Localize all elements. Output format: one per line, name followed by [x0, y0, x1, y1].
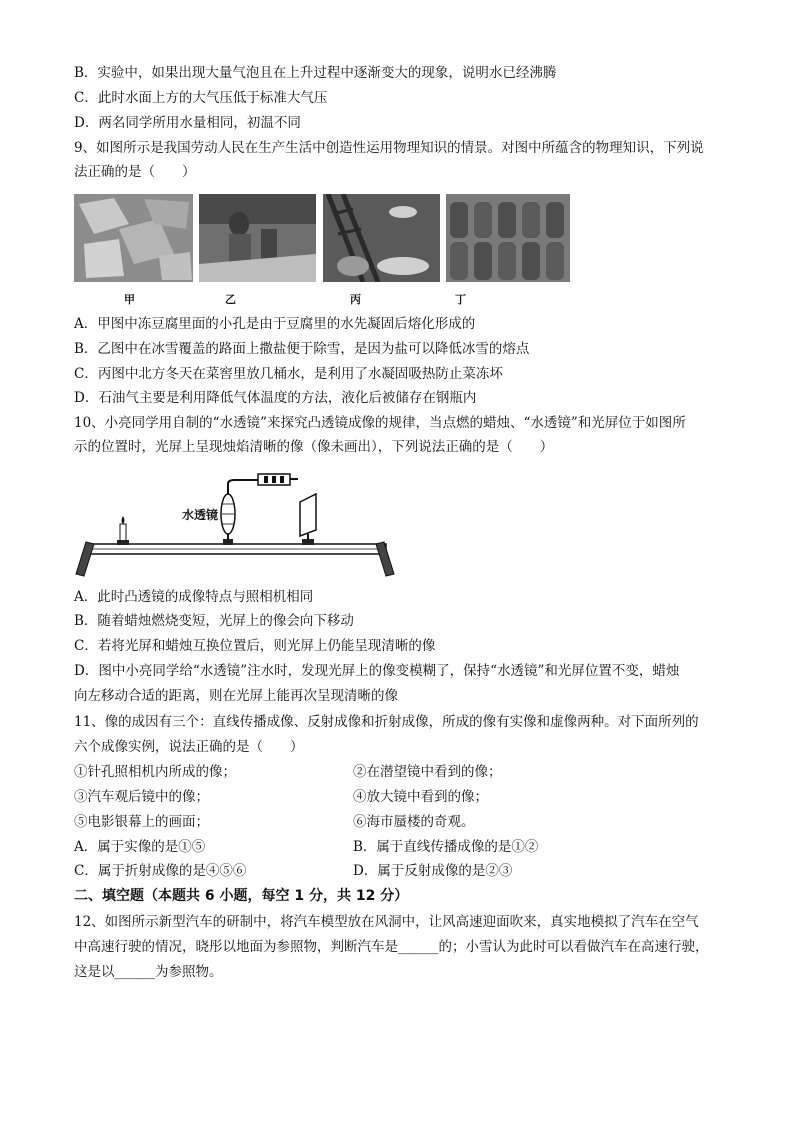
q11-item-1: ①针孔照相机内所成的像；: [74, 764, 236, 780]
q10-option-a: A．此时凸透镜的成像特点与照相机相同: [74, 589, 314, 605]
q9-option-a: A．甲图中冻豆腐里面的小孔是由于豆腐里的水先凝固后熔化形成的: [74, 316, 476, 332]
q9-stem-line1: 9、如图所示是我国劳动人民在生产生活中创造性运用物理知识的情景。对图中所蕴含的物理知识，下列说: [74, 140, 704, 156]
q9-option-c: C．丙图中北方冬天在菜窖里放几桶水，是利用了水凝固吸热防止菜冻坏: [74, 366, 503, 382]
q11-stem-line1: 11、像的成因有三个：直线传播成像、反射成像和折射成像，所成的像有实像和虚像两种。对下面所列的: [74, 714, 699, 730]
q10-option-b: B．随着蜡烛燃烧变短，光屏上的像会向下移动: [74, 613, 354, 629]
q9-option-b: B．乙图中在冰雪覆盖的路面上撒盐便于除雪，是因为盐可以降低冰雪的熔点: [74, 341, 530, 357]
q11-item-6: ⑥海市蜃楼的奇观。: [353, 814, 475, 830]
photo-cellar-water: [323, 194, 440, 282]
q8-option-d: D．两名同学所用水量相同，初温不同: [74, 115, 301, 131]
water-lens-label: 水透镜: [182, 508, 219, 522]
photo-frozen-tofu: [74, 194, 193, 282]
q11-item-4: ④放大镜中看到的像；: [353, 789, 488, 805]
optical-bench-figure: [72, 466, 397, 578]
q9-stem-line2: 法正确的是（ ）: [74, 164, 196, 180]
q10-option-d-line2: 向左移动合适的距离，则在光屏上能再次呈现清晰的像: [74, 688, 398, 704]
q11-option-c: C．属于折射成像的是④⑤⑥: [74, 863, 247, 879]
photo-salt-on-snow: [199, 194, 316, 282]
photo-label-ding: 丁: [455, 293, 466, 306]
q11-item-3: ③汽车观后镜中的像；: [74, 789, 209, 805]
section-2-heading: 二、填空题（本题共 6 小题，每空 1 分，共 12 分）: [74, 888, 409, 904]
q11-option-b: B．属于直线传播成像的是①②: [353, 839, 539, 855]
q10-option-d-line1: D．图中小亮同学给“水透镜”注水时，发现光屏上的像变模糊了，保持“水透镜”和光屏位置不变，蜡烛: [74, 663, 680, 679]
q9-option-d: D．石油气主要是利用降低气体温度的方法，液化后被储存在钢瓶内: [74, 390, 477, 406]
q11-option-a: A．属于实像的是①⑤: [74, 839, 206, 855]
q11-option-d: D．属于反射成像的是②③: [353, 863, 513, 879]
photo-label-yi: 乙: [225, 293, 236, 306]
q11-item-2: ②在潜望镜中看到的像；: [353, 764, 502, 780]
q12-stem-line2: 中高速行驶的情况，晓彤以地面为参照物，判断汽车是______的；小雪认为此时可以看做汽车在高速行驶，: [74, 939, 709, 955]
q8-option-c: C．此时水面上方的大气压低于标准大气压: [74, 90, 328, 106]
q10-option-c: C．若将光屏和蜡烛互换位置后，则光屏上仍能呈现清晰的像: [74, 638, 436, 654]
q11-item-5: ⑤电影银幕上的画面；: [74, 814, 209, 830]
photo-label-bing: 丙: [350, 293, 361, 306]
q8-option-b: B．实验中，如果出现大量气泡且在上升过程中逐渐变大的现象，说明水已经沸腾: [74, 65, 557, 81]
q10-stem-line2: 示的位置时，光屏上呈现烛焰清晰的像（像未画出），下列说法正确的是（ ）: [74, 439, 554, 455]
q12-stem-line1: 12、如图所示新型汽车的研制中，将汽车模型放在风洞中，让风高速迎面吹来，真实地模拟了汽车在空气: [74, 914, 699, 930]
q10-stem-line1: 10、小亮同学用自制的“水透镜”来探究凸透镜成像的规律，当点燃的蜡烛、“水透镜”和光屏位于如图所: [74, 415, 686, 431]
q12-stem-line3: 这是以______为参照物。: [74, 964, 223, 980]
q11-stem-line2: 六个成像实例，说法正确的是（ ）: [74, 739, 304, 755]
photo-gas-cylinders: [446, 194, 570, 282]
photo-label-jia: 甲: [124, 293, 135, 306]
